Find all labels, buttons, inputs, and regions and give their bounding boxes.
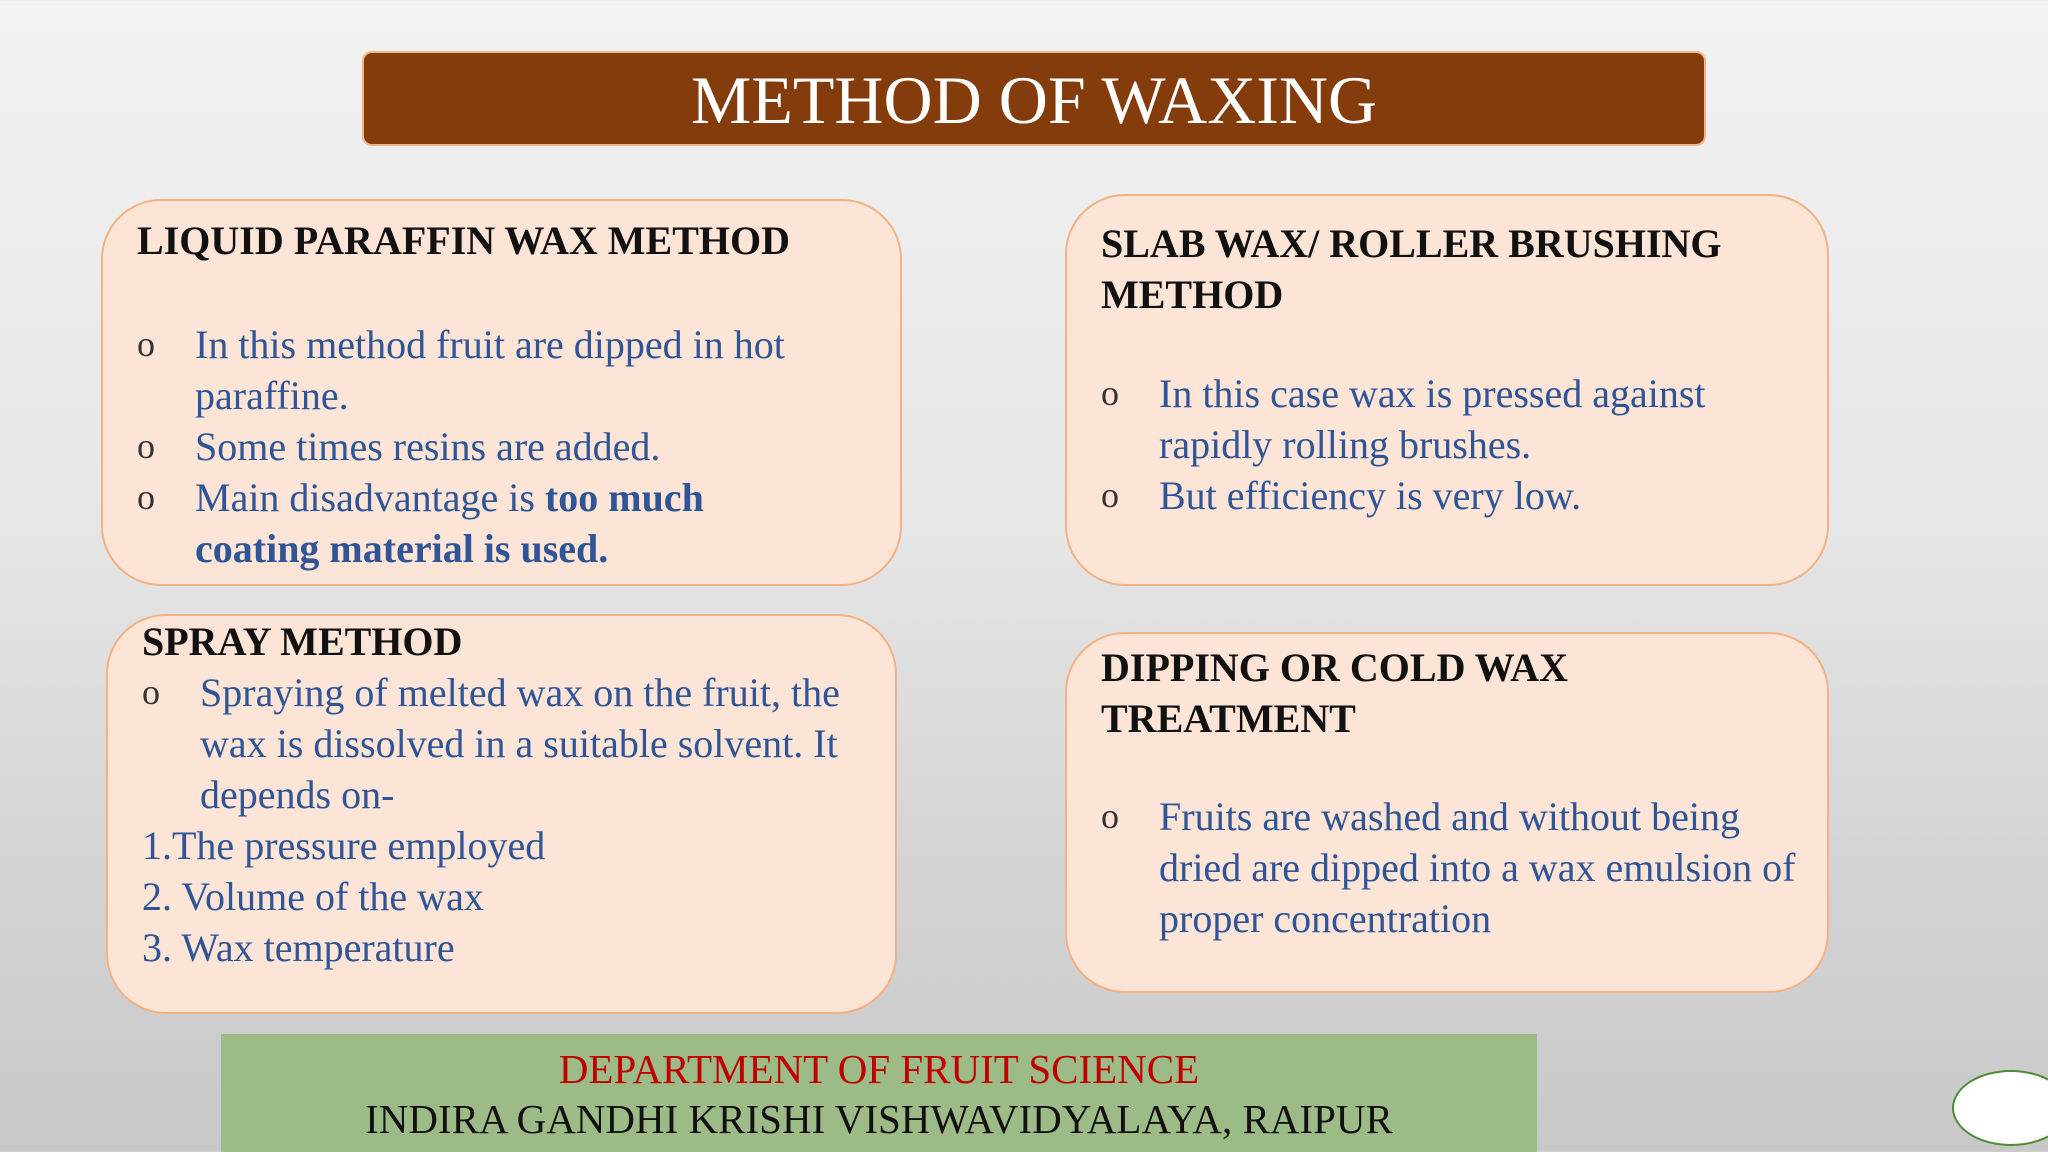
bullet-efficiency-low: [1101, 470, 1801, 521]
footer-banner: [221, 1034, 1537, 1152]
bullet-text: In this method fruit are dipped in hot paraffine.: [195, 322, 785, 418]
card-heading-slab-wax: SLAB WAX/ ROLLER BRUSHING METHOD: [1101, 221, 1722, 317]
bullet-mark: o: [137, 426, 155, 466]
disadvantage-emphasis: too much coating material is used.: [195, 475, 704, 571]
list-item-volume: 2. Volume of the wax: [142, 874, 484, 919]
card-spray-method: [106, 614, 897, 1014]
disadvantage-label: Main disadvantage is: [195, 475, 545, 520]
bullet-mark: o: [1101, 373, 1119, 413]
bullet-mark: o: [1101, 796, 1119, 836]
card-liquid-paraffin: [101, 199, 902, 586]
bullet-spraying-melted-wax: [142, 667, 862, 820]
slide-corner-circle: [1952, 1070, 2048, 1146]
bullet-text: In this case wax is pressed against rapidly rolling brushes.: [1159, 371, 1706, 467]
bullet-dipped-hot-paraffine: [137, 319, 877, 421]
card-dipping-cold-wax: [1065, 632, 1829, 993]
card-heading-dipping: DIPPING OR COLD WAX TREATMENT: [1101, 645, 1569, 741]
bullet-fruits-washed-dipped: [1101, 791, 1801, 944]
bullet-text: Spraying of melted wax on the fruit, the wax is dissolved in a suitable solvent. It depends on-: [200, 670, 840, 817]
bullet-text: [195, 472, 757, 574]
bullet-wax-pressed-brushes: [1101, 368, 1801, 470]
bullet-mark: o: [137, 324, 155, 364]
bullet-main-disadvantage: [137, 472, 757, 574]
card-heading-liquid-paraffin: LIQUID PARAFFIN WAX METHOD: [137, 218, 790, 263]
card-heading-spray: SPRAY METHOD: [142, 619, 463, 664]
bullet-text: Some times resins are added.: [195, 424, 661, 469]
university-name: INDIRA GANDHI KRISHI VISHWAVIDYALAYA, RAIPUR: [365, 1096, 1393, 1142]
bullet-mark: o: [137, 477, 155, 517]
bullet-text: But efficiency is very low.: [1159, 473, 1582, 518]
bullet-resins-added: [137, 421, 877, 472]
list-item-temperature: 3. Wax temperature: [142, 925, 455, 970]
card-slab-wax: [1065, 194, 1829, 586]
department-name: DEPARTMENT OF FRUIT SCIENCE: [558, 1046, 1200, 1092]
bullet-mark: o: [1101, 475, 1119, 515]
slide-title: METHOD OF WAXING: [362, 51, 1706, 146]
bullet-mark: o: [142, 672, 160, 712]
list-item-pressure: 1.The pressure employed: [142, 823, 546, 868]
bullet-text: Fruits are washed and without being dried are dipped into a wax emulsion of proper concentration: [1159, 794, 1796, 941]
